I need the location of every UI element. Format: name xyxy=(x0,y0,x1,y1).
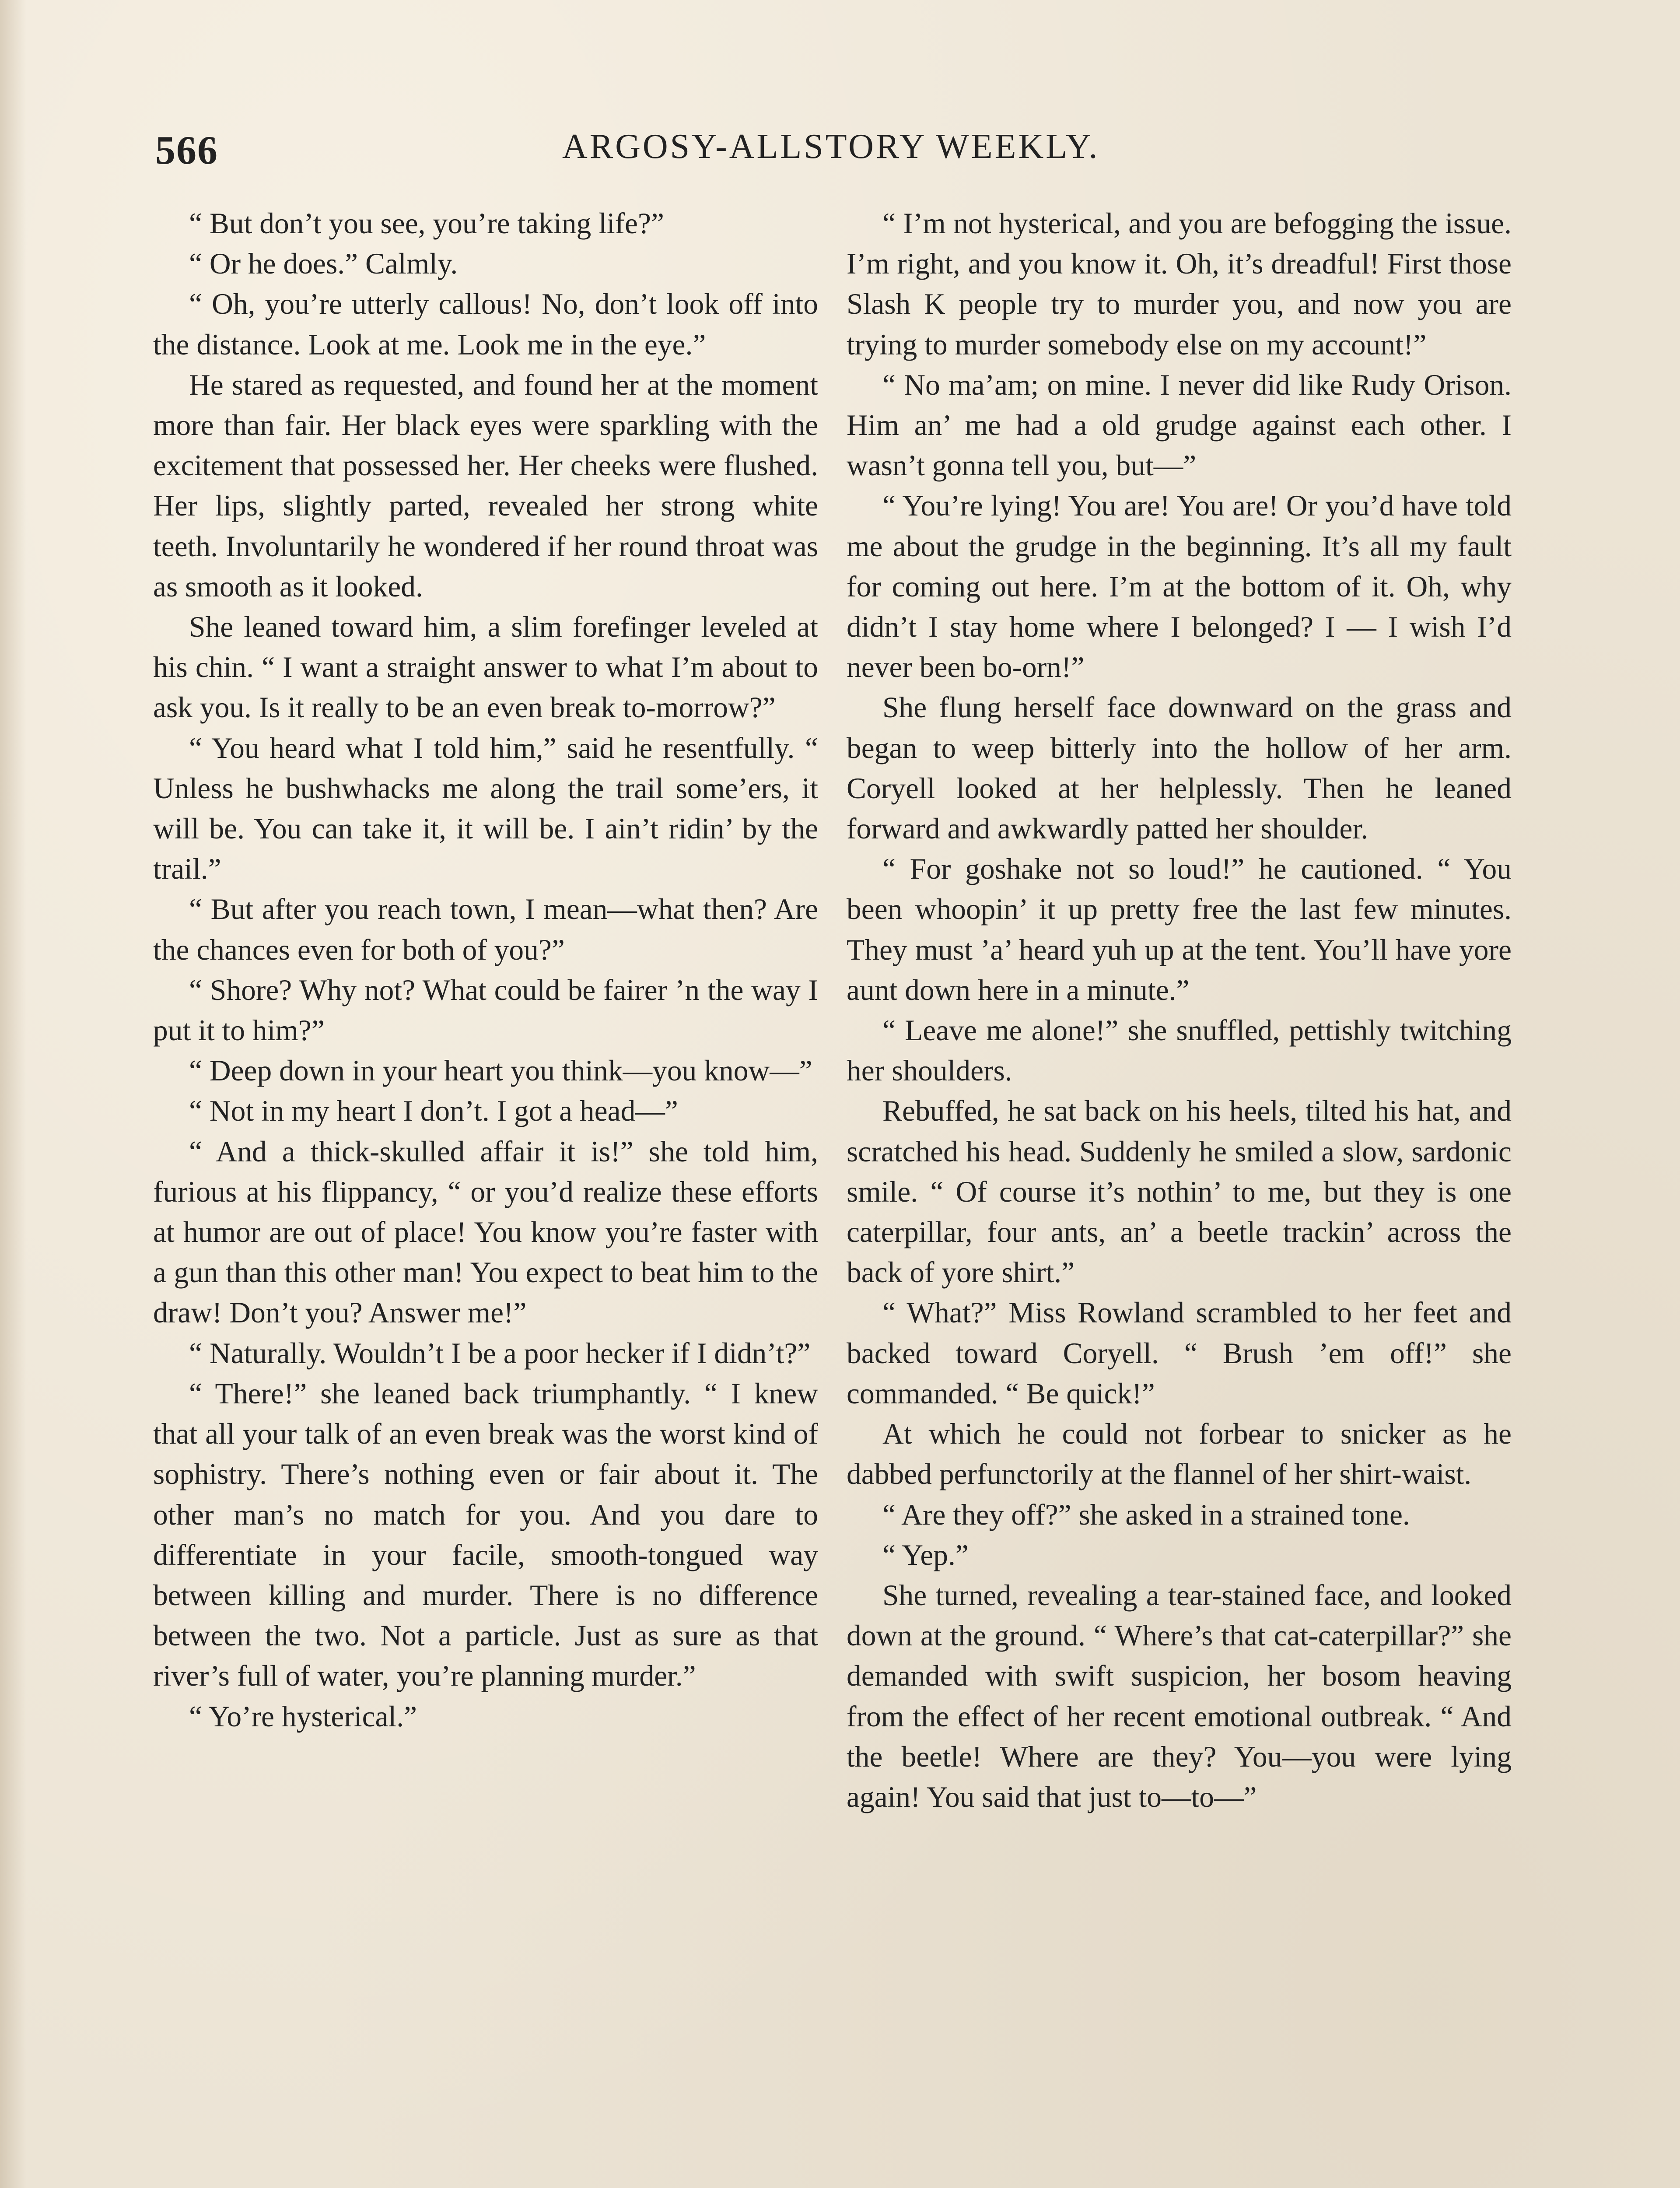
paragraph: “ Deep down in your heart you think—you know—” xyxy=(189,1054,812,1087)
paragraph: “ Naturally. Wouldn’t I be a poor hecker if I didn’t?” xyxy=(189,1336,811,1370)
paragraph: “ Are they off?” she asked in a strained tone. xyxy=(882,1498,1410,1531)
paragraph: “ Leave me alone!” she snuffled, pettishly twitching her shoulders. xyxy=(847,1014,1512,1087)
paragraph: “ You heard what I told him,” said he resentfully. “ Unless he bushwhacks me along the trail some’ers, it will be. You can take it, it will be. I ain’t ridin’ by the trail.” xyxy=(153,731,818,886)
paragraph: “ Yep.” xyxy=(882,1538,969,1571)
paragraph: “ For goshake not so loud!” he cautioned. “ You been whoopin’ it up pretty free the last few minutes. They must ’a’ heard yuh up at the tent. You’ll have yore aunt down here in a minute.” xyxy=(847,852,1512,1006)
paragraph: Rebuffed, he sat back on his heels, tilted his hat, and scratched his head. Suddenly he smiled a slow, sardonic smile. “ Of course it’s nothin’ to me, but they is one caterpillar, four ants, an’ a beetle trackin’ across the back of yore shirt.” xyxy=(847,1094,1512,1289)
paragraph: “ Yo’re hysterical.” xyxy=(189,1700,417,1733)
paragraph: “ Or he does.” Calmly. xyxy=(189,247,458,281)
page-number: 566 xyxy=(155,128,218,172)
paragraph: “ But after you reach town, I mean—what then? Are the chances even for both of you?” xyxy=(153,893,818,966)
page-spine-shadow xyxy=(0,0,26,2188)
paragraph: “ But don’t you see, you’re taking life?” xyxy=(189,207,664,240)
running-head: ARGOSY-ALLSTORY WEEKLY. xyxy=(562,127,1100,166)
paragraph: “ No ma’am; on mine. I never did like Rudy Orison. Him an’ me had a old grudge against each other. I wasn’t gonna tell you, but—” xyxy=(847,368,1512,482)
paragraph: She turned, revealing a tear-stained face, and looked down at the ground. “ Where’s that cat-caterpillar?” she demanded with swift suspicion, her bosom heaving from the effect of her recent emotional outbreak. “ And the beetle! Where are they? You—you were lying again! You said that just to—to—” xyxy=(847,1578,1512,1813)
paragraph: At which he could not forbear to snicker as he dabbed perfunctorily at the flannel of her shirt-waist. xyxy=(847,1417,1512,1491)
paragraph: “ I’m not hysterical, and you are befogging the issue. I’m right, and you know it. Oh, it’s dreadful! First those Slash K people try to murder you, and now you are trying to murder somebody else on my account!” xyxy=(847,207,1512,361)
paragraph: “ Shore? Why not? What could be fairer ’n the way I put it to him?” xyxy=(153,973,818,1047)
paragraph: He stared as requested, and found her at the moment more than fair. Her black eyes were sparkling with the excitement that possessed her. Her cheeks were flushed. Her lips, slightly parted, revealed her strong white teeth. Involuntarily he wondered if her round throat was as smooth as it looked. xyxy=(153,368,818,603)
paragraph: She leaned toward him, a slim forefinger leveled at his chin. “ I want a straight answer to what I’m about to ask you. Is it really to be an even break to-morrow?” xyxy=(153,610,818,724)
paragraph: “ Not in my heart I don’t. I got a head—” xyxy=(189,1094,678,1128)
page-header xyxy=(155,127,1520,175)
left-text-column xyxy=(153,203,818,1737)
paragraph: “ What?” Miss Rowland scrambled to her feet and backed toward Coryell. “ Brush ’em off!” she commanded. “ Be quick!” xyxy=(847,1296,1512,1410)
paragraph: “ There!” she leaned back triumphantly. “ I knew that all your talk of an even break was the worst kind of sophistry. There’s nothing even or fair about it. The other man’s no match for you. And you dare to differentiate in your facile, smooth-tongued way between killing and murder. There is no difference between the two. Not a particle. Just as sure as that river’s full of water, you’re planning murder.” xyxy=(153,1377,818,1693)
right-text-column xyxy=(847,203,1512,1817)
paragraph: She flung herself face downward on the grass and began to weep bitterly into the hollow of her arm. Coryell looked at her helplessly. Then he leaned forward and awkwardly patted her shoulder. xyxy=(847,691,1512,845)
paragraph: “ You’re lying! You are! You are! Or you’d have told me about the grudge in the beginning. It’s all my fault for coming out here. I’m at the bottom of it. Oh, why didn’t I stay home where I belonged? I — I wish I’d never been bo-orn!” xyxy=(847,489,1512,684)
paragraph: “ Oh, you’re utterly callous! No, don’t look off into the distance. Look at me. Look me in the eye.” xyxy=(153,288,818,361)
paragraph: “ And a thick-skulled affair it is!” she told him, furious at his flippancy, “ or you’d realize these efforts at humor are out of place! You know you’re faster with a gun than this other man! You expect to beat him to the draw! Don’t you? Answer me!” xyxy=(153,1135,818,1329)
